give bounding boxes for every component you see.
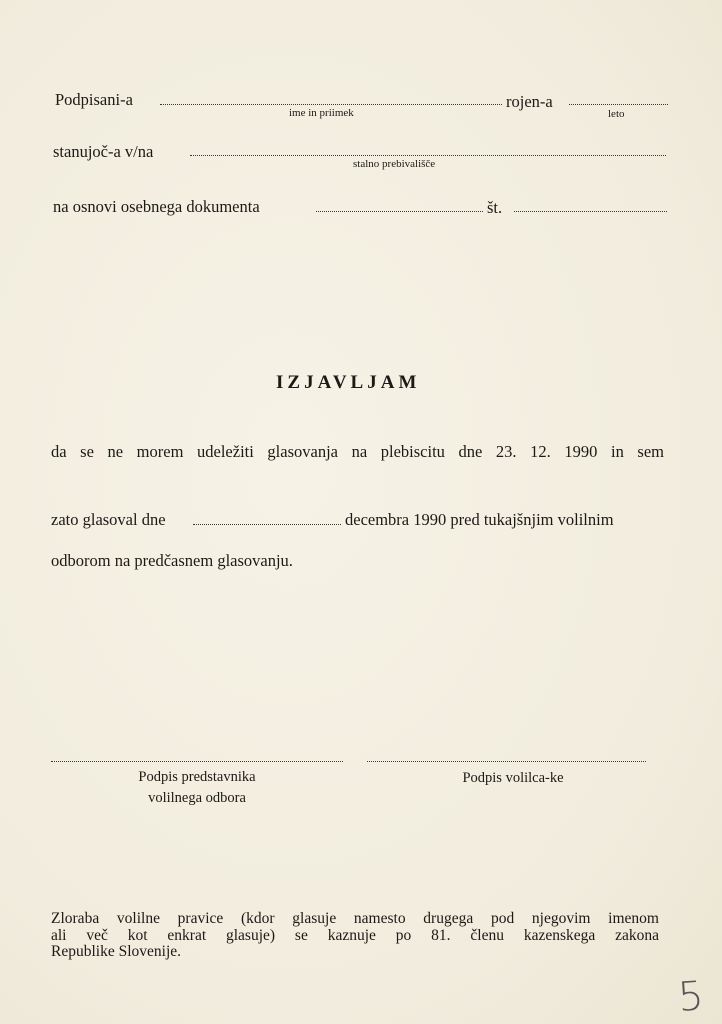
declaration-line-2-end: decembra 1990 pred tukajšnjim volilnim xyxy=(345,510,614,529)
committee-signature-label xyxy=(100,767,294,809)
hint-name: ime in priimek xyxy=(289,107,354,119)
legal-warning xyxy=(51,911,659,961)
label-document: na osnovi osebnega dokumenta xyxy=(53,197,260,216)
voter-signature-label: Podpis volilca-ke xyxy=(462,770,564,786)
committee-signature-label-line-2: volilnega odbora xyxy=(148,790,246,806)
declaration-heading: IZJAVLJAM xyxy=(276,372,421,393)
hint-residence: stalno prebivališče xyxy=(353,158,436,170)
document-field[interactable] xyxy=(316,211,483,212)
voter-signature-line[interactable] xyxy=(367,761,646,762)
document-number-field[interactable] xyxy=(514,211,667,212)
page-number: 5 xyxy=(676,973,706,1021)
legal-warning-line-3: Republike Slovenije. xyxy=(51,943,182,960)
vote-date-field[interactable] xyxy=(193,524,341,525)
committee-signature-line[interactable] xyxy=(51,761,343,762)
residence-field[interactable] xyxy=(190,155,666,156)
label-signed: Podpisani-a xyxy=(55,90,133,109)
label-residing: stanujoč-a v/na xyxy=(53,142,154,161)
name-field[interactable] xyxy=(160,104,502,105)
declaration-line-2-start: zato glasoval dne xyxy=(51,510,166,529)
committee-signature-label-line-1: Podpis predstavnika xyxy=(138,769,256,785)
legal-warning-line-1: Zloraba volilne pravice (kdor glasuje namesto drugega pod njegovim imenom xyxy=(51,910,659,927)
birth-year-field[interactable] xyxy=(569,104,668,105)
declaration-line-3: odborom na predčasnem glasovanju. xyxy=(51,551,293,570)
legal-warning-line-2: ali več kot enkrat glasuje) se kaznuje po 81. členu kazenskega zakona xyxy=(51,926,659,944)
label-number: št. xyxy=(487,198,503,217)
label-born: rojen-a xyxy=(506,92,553,111)
hint-year: leto xyxy=(608,108,625,120)
declaration-line-1: da se ne morem udeležiti glasovanja na plebiscitu dne 23. 12. 1990 in sem xyxy=(51,442,664,461)
